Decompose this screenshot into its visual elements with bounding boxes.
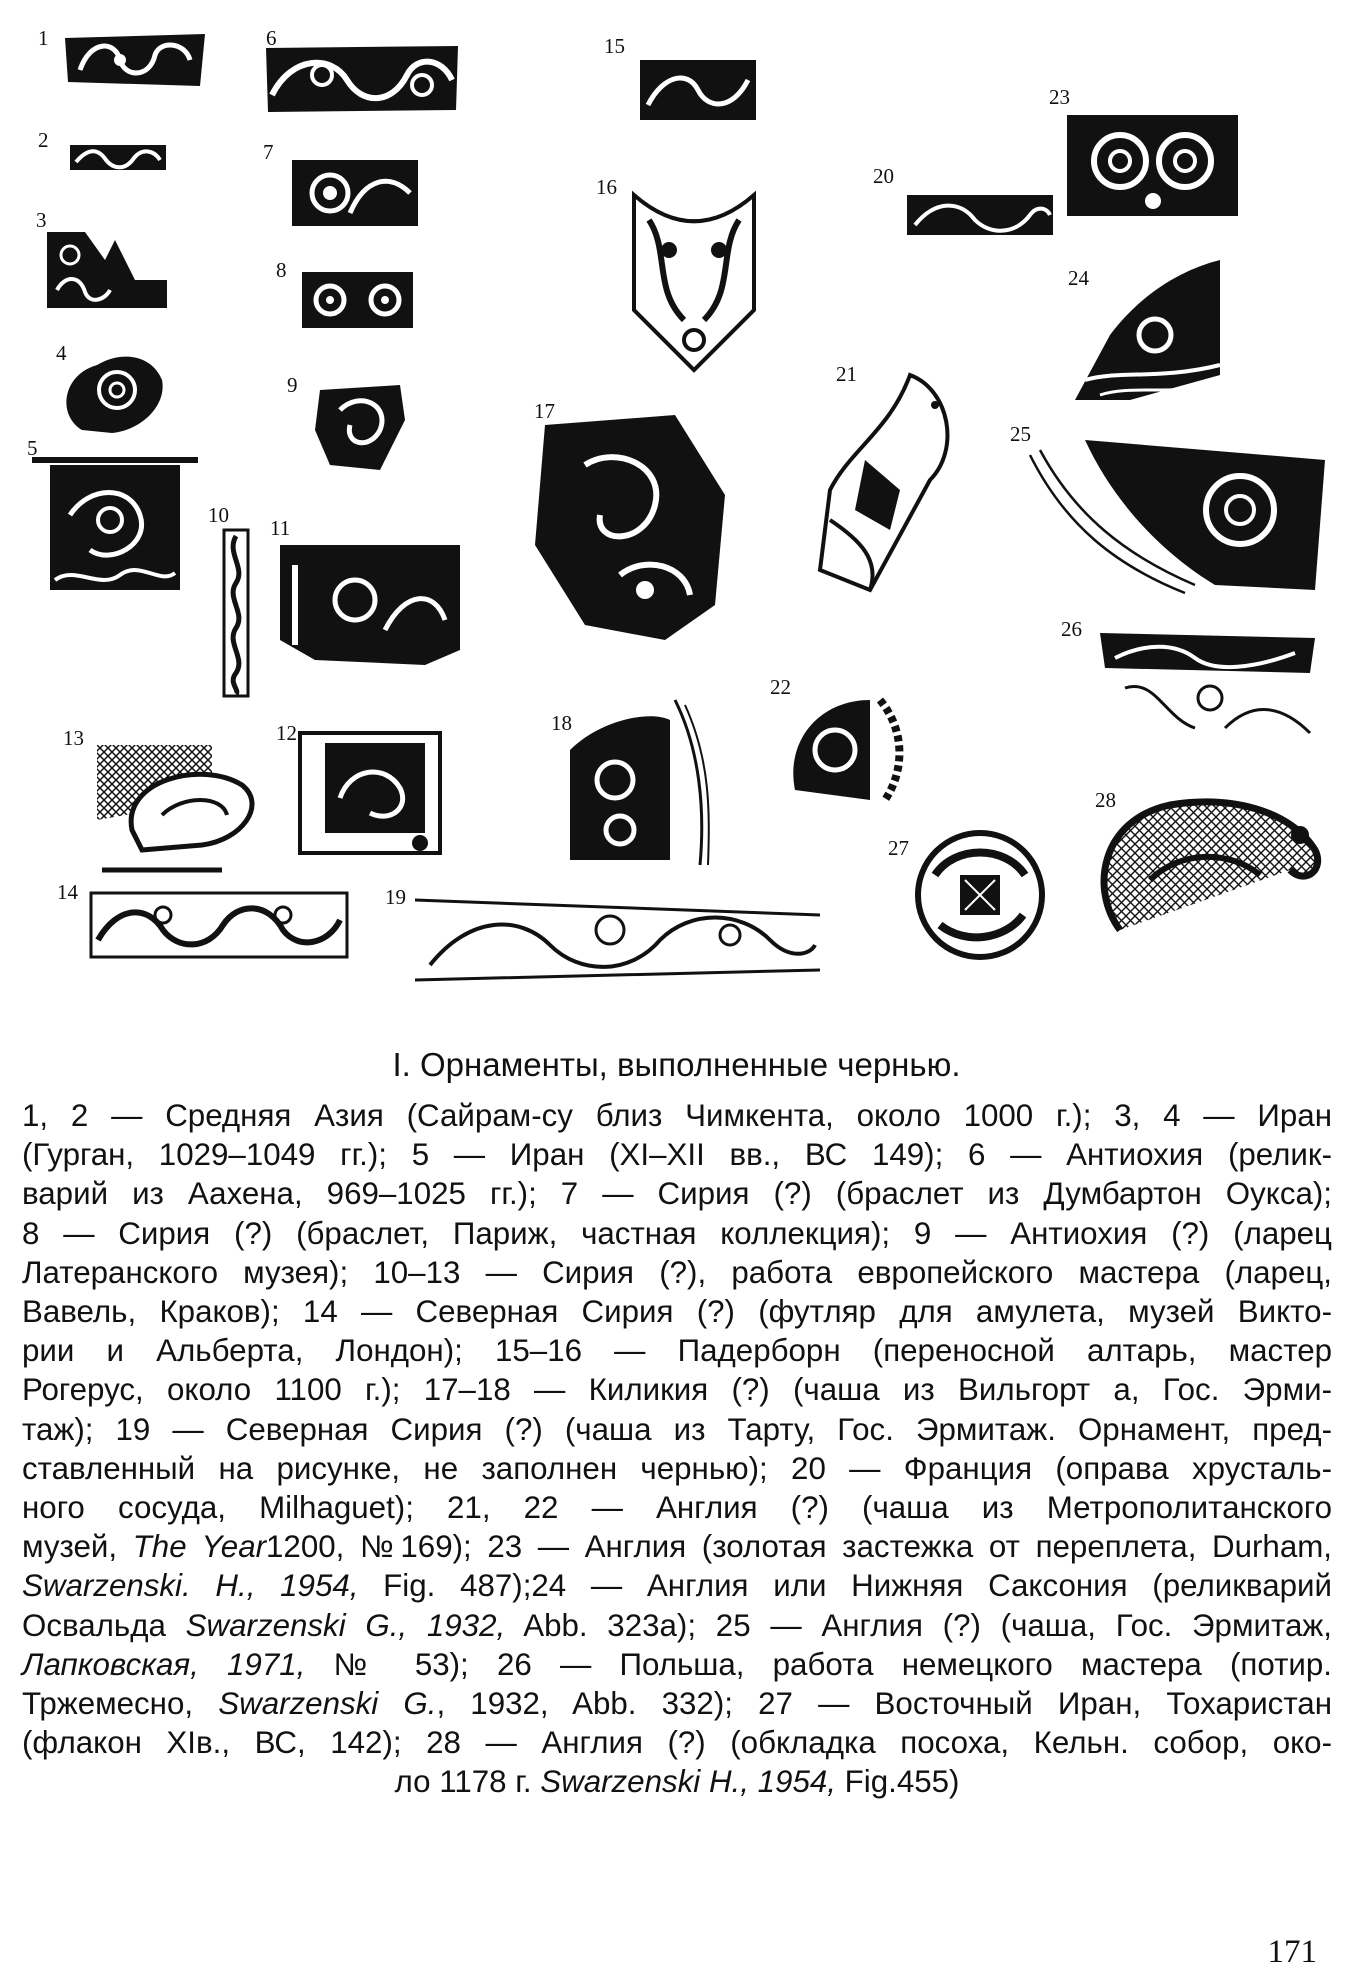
figure-number: 15 — [604, 34, 625, 58]
figure-number: 18 — [551, 711, 572, 735]
figure-number: 4 — [56, 341, 67, 365]
figure-number: 6 — [266, 26, 277, 50]
figure-number: 22 — [770, 675, 791, 699]
ornament-14 — [88, 890, 350, 960]
figure-number: 8 — [276, 258, 287, 282]
figure-number: 17 — [534, 399, 555, 423]
ornament-13 — [92, 740, 272, 885]
ornament-3 — [45, 230, 170, 310]
caption-line: 8 — Сирия (?) (браслет, Париж, частная коллекция); 9 — Антиохия (?) (ларец — [22, 1215, 1332, 1251]
figure-number: 2 — [38, 128, 49, 152]
caption-line: (флакон XIв., ВС, 142); 28 — Англия (?) (обкладка посоха, Кельн. собор, око- — [22, 1725, 1332, 1761]
figure-number: 26 — [1061, 617, 1082, 641]
figure-number: 27 — [888, 836, 909, 860]
figure-number: 28 — [1095, 788, 1116, 812]
figure-number: 9 — [287, 373, 298, 397]
ornament-6 — [262, 40, 462, 115]
caption-line: Вавель, Краков); 14 — Северная Сирия (?) (футляр для амулета, музей Викто- — [22, 1294, 1332, 1330]
ornament-5 — [30, 455, 200, 605]
caption-line: (Гурган, 1029–1049 гг.); 5 — Иран (XI–XII вв., ВС 149); 6 — Антиохия (релик- — [22, 1137, 1332, 1173]
ornament-18 — [560, 690, 710, 870]
plate-caption-title: I. Орнаменты, выполненные чернью. — [392, 1046, 961, 1083]
plate-caption — [22, 1096, 1332, 1802]
figure-number: 20 — [873, 164, 894, 188]
ornament-2 — [68, 140, 168, 175]
figure-number: 16 — [596, 175, 617, 199]
page-number: 171 — [1267, 1934, 1317, 1970]
ornament-9 — [310, 380, 410, 475]
figure-number: 25 — [1010, 422, 1031, 446]
ornament-4 — [52, 341, 167, 435]
figure-number: 3 — [36, 208, 47, 232]
caption-line: музей, The Year1200, №169); 23 — Англия (золотая застежка от переплета, Durham, — [22, 1529, 1332, 1565]
figure-number: 5 — [27, 436, 38, 460]
ornament-17 — [525, 405, 735, 645]
ornament-20 — [905, 190, 1055, 240]
figure-number: 11 — [270, 516, 291, 540]
ornament-23 — [1065, 113, 1240, 218]
ornament-24 — [1070, 255, 1230, 405]
caption-line: варий из Аахена, 969–1025 гг.); 7 — Сирия (?) (браслет из Думбартон Оукса); — [22, 1176, 1332, 1212]
caption-line: Освальда Swarzenski G., 1932, Abb. 323а); 25 — Англия (?) (чаша, Гос. Эрмитаж, — [22, 1607, 1332, 1643]
figure-number: 10 — [208, 503, 229, 527]
caption-line: Тржемесно, Swarzenski G., 1932, Abb. 332); 27 — Восточный Иран, Тохаристан — [22, 1686, 1332, 1722]
caption-line: таж); 19 — Северная Сирия (?) (чаша из Тарту, Гос. Эрмитаж. Орнамент, пред- — [22, 1411, 1332, 1447]
figure-number: 23 — [1049, 85, 1070, 109]
caption-line: Лапковская, 1971, № 53); 26 — Польша, работа немецкого мастера (потир. — [22, 1646, 1332, 1682]
ornament-11 — [275, 540, 465, 670]
caption-line: Рогерус, около 1100 г.); 17–18 — Киликия (?) (чаша из Вильгорт а, Гос. Эрми- — [22, 1372, 1332, 1408]
figure-number: 14 — [57, 880, 78, 904]
ornament-7 — [290, 158, 420, 228]
caption-line: рии и Альберта, Лондон); 15–16 — Падерборн (переносной алтарь, мастер — [22, 1333, 1332, 1369]
caption-line: ного сосуда, Milhaguet); 21, 22 — Англия (?) (чаша из Метрополитанского — [22, 1490, 1332, 1526]
figure-number: 12 — [276, 721, 297, 745]
caption-line: 1, 2 — Средняя Азия (Сайрам-су близ Чимкента, около 1000 г.); 3, 4 — Иран — [22, 1098, 1332, 1133]
ornament-10 — [220, 528, 252, 698]
caption-line: Латеранского музея); 10–13 — Сирия (?), работа европейского мастера (ларец, — [22, 1254, 1332, 1290]
caption-line: ло 1178 г. Swarzenski H., 1954, Fig.455) — [394, 1764, 960, 1800]
figure-number: 19 — [385, 885, 406, 909]
ornament-15 — [638, 55, 758, 125]
ornament-21 — [810, 370, 970, 600]
ornament-25 — [1025, 435, 1335, 595]
figure-number: 13 — [63, 726, 84, 750]
ornament-27 — [905, 815, 1055, 965]
figure-number: 7 — [263, 140, 274, 164]
ornament-16 — [624, 190, 764, 375]
ornament-22 — [780, 690, 910, 810]
figure-number: 21 — [836, 362, 857, 386]
figure-number: 24 — [1068, 266, 1089, 290]
ornament-1 — [60, 30, 210, 90]
ornament-26 — [1095, 628, 1320, 738]
figure-number: 1 — [38, 26, 49, 50]
ornament-19 — [410, 885, 825, 995]
caption-line: ставленный на рисунке, не заполнен чернью); 20 — Франция (оправа хрусталь- — [22, 1450, 1332, 1486]
caption-line: Swarzenski. H., 1954, Fig. 487);24 — Англия или Нижняя Саксония (реликварий — [22, 1568, 1332, 1604]
ornament-12 — [295, 728, 445, 858]
ornament-8 — [300, 270, 415, 330]
ornament-28 — [1090, 790, 1330, 940]
